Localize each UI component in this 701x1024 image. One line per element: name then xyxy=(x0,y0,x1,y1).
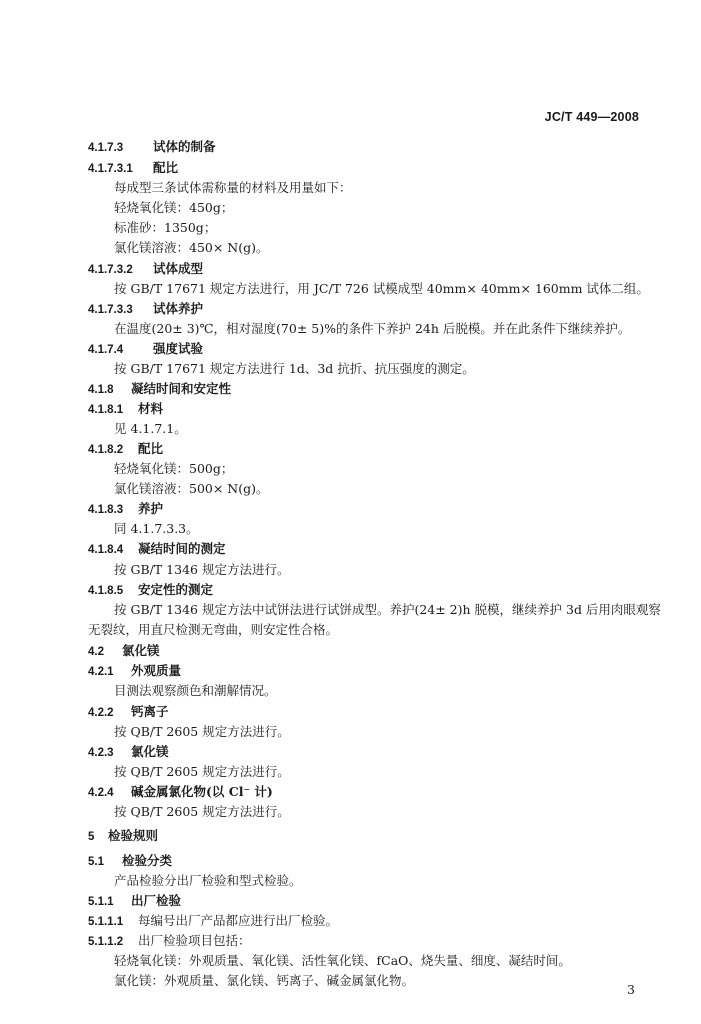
page-header: JC/T 449—2008 xyxy=(544,110,639,124)
section-heading xyxy=(88,891,181,911)
section-number: 4.1.7.3.3 xyxy=(88,304,133,316)
body-line: 氯化镁溶液：450× N(g)。 xyxy=(114,240,269,255)
section-title: 碱金属氯化物(以 Cl⁻ 计) xyxy=(131,784,273,799)
section-title: 配比 xyxy=(153,160,179,175)
section-number: 4.2.3 xyxy=(88,747,114,759)
section-heading xyxy=(88,339,203,359)
section-title: 配比 xyxy=(138,441,164,456)
section-heading xyxy=(88,851,172,871)
body-line: 按 GB/T 1346 规定方法中试饼法进行试饼成型。养护(24± 2)h 脱模，继续养护 3d 后用肉眼观察 xyxy=(114,602,661,617)
section-title: 安定性的测定 xyxy=(138,582,214,597)
body-line: 目测法观察颜色和潮解情况。 xyxy=(114,683,277,698)
section-number: 4.1.7.3.2 xyxy=(88,264,133,276)
body-line: 在温度(20± 3)℃，相对湿度(70± 5)%的条件下养护 24h 后脱模。并在此条件下继续养护。 xyxy=(114,321,631,336)
section-number: 5 xyxy=(88,831,95,843)
section-number: 5.1.1.1 xyxy=(88,916,124,928)
section-number: 5.1.1 xyxy=(88,896,114,908)
body-line: 按 QB/T 2605 规定方法进行。 xyxy=(114,724,290,739)
section-number: 4.1.8.3 xyxy=(88,504,124,516)
section-title: 凝结时间的测定 xyxy=(138,541,226,556)
section-heading xyxy=(88,911,338,931)
section-title: 检验分类 xyxy=(122,853,173,868)
section-number: 4.1.7.3.1 xyxy=(88,163,133,175)
section-number: 4.2.1 xyxy=(88,666,114,678)
section-heading xyxy=(88,702,169,722)
section-number: 4.2 xyxy=(88,646,104,658)
section-heading xyxy=(88,826,158,846)
body-line: 氯化镁溶液：500× N(g)。 xyxy=(114,481,269,496)
section-title: 试体成型 xyxy=(153,261,204,276)
section-number: 5.1.1.2 xyxy=(88,936,124,948)
section-number: 4.2.4 xyxy=(88,787,114,799)
section-number: 4.1.7.4 xyxy=(88,344,124,356)
body-line: 氯化镁：外观质量、氯化镁、钙离子、碱金属氯化物。 xyxy=(114,973,415,988)
section-heading xyxy=(88,379,231,399)
section-heading xyxy=(88,742,169,762)
section-heading xyxy=(88,782,273,802)
section-title: 检验规则 xyxy=(108,828,159,843)
section-title: 养护 xyxy=(138,501,164,516)
body-line: 按 GB/T 1346 规定方法进行。 xyxy=(114,562,290,577)
body-line: 无裂纹，用直尺检测无弯曲，则安定性合格。 xyxy=(88,622,339,637)
body-line: 按 GB/T 17671 规定方法进行 1d、3d 抗折、抗压强度的测定。 xyxy=(114,361,475,376)
section-heading xyxy=(88,931,251,951)
section-title: 出厂检验项目包括： xyxy=(138,933,251,948)
section-heading xyxy=(88,661,181,681)
section-title: 氯化镁 xyxy=(122,643,160,658)
section-title: 试体的制备 xyxy=(153,139,216,154)
section-number: 4.1.7.3 xyxy=(88,142,124,154)
body-line: 每成型三条试体需称量的材料及用量如下： xyxy=(114,180,352,195)
section-title: 钙离子 xyxy=(131,704,169,719)
body-line: 按 QB/T 2605 规定方法进行。 xyxy=(114,804,290,819)
section-title: 每编号出厂产品都应进行出厂检验。 xyxy=(138,913,339,928)
section-heading xyxy=(88,539,226,559)
section-number: 5.1 xyxy=(88,856,104,868)
section-heading xyxy=(88,641,160,661)
section-number: 4.2.2 xyxy=(88,707,114,719)
section-title: 氯化镁 xyxy=(131,744,169,759)
body-line: 产品检验分出厂检验和型式检验。 xyxy=(114,873,302,888)
section-number: 4.1.8.5 xyxy=(88,585,124,597)
section-heading xyxy=(88,259,203,279)
section-heading xyxy=(88,299,203,319)
body-line: 按 GB/T 17671 规定方法进行，用 JC/T 726 试模成型 40mm× 40mm× 160mm 试体二组。 xyxy=(114,281,649,296)
section-heading xyxy=(88,137,216,157)
body-line: 标准砂：1350g； xyxy=(114,220,217,235)
body-line: 同 4.1.7.3.3。 xyxy=(114,521,199,536)
section-heading xyxy=(88,580,213,600)
section-heading xyxy=(88,399,163,419)
section-heading xyxy=(88,439,163,459)
body-line: 见 4.1.7.1。 xyxy=(114,421,187,436)
section-title: 材料 xyxy=(138,401,164,416)
section-number: 4.1.8 xyxy=(88,384,114,396)
section-number: 4.1.8.4 xyxy=(88,544,124,556)
section-title: 强度试验 xyxy=(153,341,204,356)
section-number: 4.1.8.2 xyxy=(88,444,124,456)
section-title: 出厂检验 xyxy=(131,893,182,908)
section-heading xyxy=(88,158,178,178)
section-heading xyxy=(88,499,163,519)
body-line: 轻烧氧化镁：500g； xyxy=(114,461,234,476)
page-number: 3 xyxy=(627,982,635,997)
body-line: 轻烧氧化镁：450g； xyxy=(114,200,234,215)
body-line: 轻烧氧化镁：外观质量、氧化镁、活性氧化镁、fCaO、烧失量、细度、凝结时间。 xyxy=(114,953,571,968)
section-number: 4.1.8.1 xyxy=(88,404,124,416)
section-title: 外观质量 xyxy=(131,663,182,678)
section-title: 凝结时间和安定性 xyxy=(131,381,232,396)
section-title: 试体养护 xyxy=(153,301,204,316)
body-line: 按 QB/T 2605 规定方法进行。 xyxy=(114,764,290,779)
